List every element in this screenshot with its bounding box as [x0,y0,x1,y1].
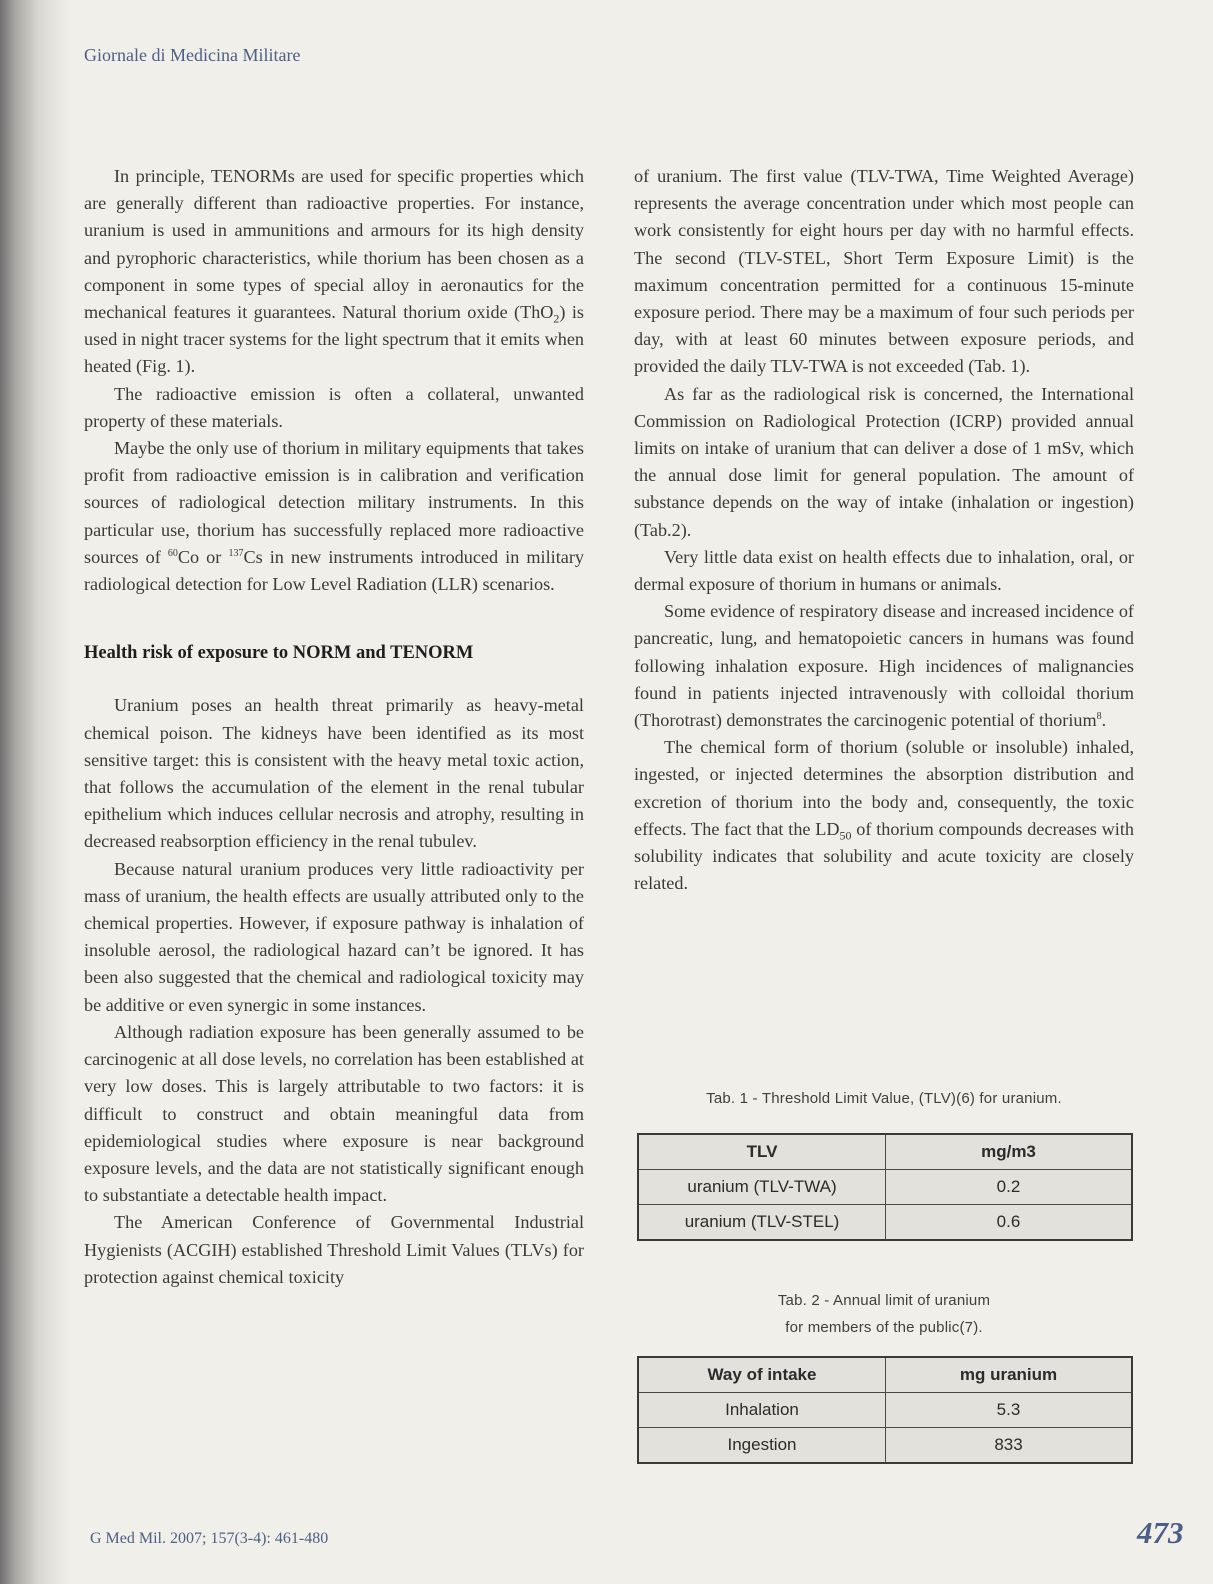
running-head: Giornale di Medicina Militare [84,45,301,65]
table-header-cell: mg/m3 [886,1134,1133,1170]
paragraph: Maybe the only use of thorium in military equipments that takes profit from radioactive emission is in calibration and verification sources of radiological detection military instruments. In this particular use, thorium has successfully replaced more radioactive sources of $^{60}$Co or $^{137}$Cs in new instruments introduced in military radiological detection for Low Level Radiation (LLR) scenarios. [84,438,584,595]
right-column [634,163,1134,897]
table-header-cell: TLV [638,1134,886,1170]
table2 [637,1356,1133,1464]
section-heading: Health risk of exposure to NORM and TENORM [84,643,474,664]
paragraph: The American Conference of Governmental Industrial Hygienists (ACGIH) established Threshold Limit Values (TLVs) for protection against chemical toxicity [84,1212,584,1287]
table-row [638,1170,1132,1205]
paragraph: The chemical form of thorium (soluble or insoluble) inhaled, ingested, or injected determines the absorption distribution and excretion of thorium into the body and, consequently, the toxic effects. The fact that the $LD_{50}$ of thorium compounds decreases with solubility indicates that solubility and acute toxicity are closely related. [634,737,1134,894]
page-number: 473 [1137,1515,1184,1550]
paragraph: In principle, TENORMs are used for specific properties which are generally different than radioactive properties. For instance, uranium is used in ammunitions and armours for its high density and pyrophoric characteristics, while thorium has been chosen as a component in some types of special alloy in aeronautics for the mechanical features it guarantees. Natural thorium oxide (ThO$_2$) is used in night tracer systems for the light spectrum that it emits when heated (Fig. 1). [84,166,584,377]
table2-caption-line2: for members of the public(7). [785,1319,983,1336]
table-header-cell: Way of intake [638,1357,886,1393]
table-cell: 0.2 [886,1170,1133,1205]
table-header-row [638,1134,1132,1170]
paragraph: Very little data exist on health effects due to inhalation, oral, or dermal exposure of thorium in humans or animals. [634,546,1134,595]
table-header-row [638,1357,1132,1393]
footer-citation: G Med Mil. 2007; 157(3-4): 461-480 [90,1530,329,1547]
table-cell: uranium (TLV-TWA) [638,1170,886,1205]
paragraph: Because natural uranium produces very little radioactivity per mass of uranium, the health effects are usually attributed only to the chemical properties. However, if exposure pathway is inhalation of insoluble aerosol, the radiological hazard can’t be ignored. It has been also suggested that the chemical and radiological toxicity may be additive or even synergic in some instances. [84,858,584,1015]
paragraph: of uranium. The first value (TLV-TWA, Time Weighted Average) represents the average concentration under which most people can work consistently for eight hours per day with no harmful effects. The second (TLV-STEL, Short Term Exposure Limit) is the maximum concentration permitted for a continuous 15-minute exposure period. There may be a maximum of four such periods per day, with at least 60 minutes between exposure periods, and provided the daily TLV-TWA is not exceeded (Tab. 1). [634,166,1134,377]
left-column [84,163,584,1291]
table-cell: 5.3 [886,1393,1133,1428]
table-row [638,1393,1132,1428]
paragraph: As far as the radiological risk is concerned, the International Commission on Radiological Protection (ICRP) provided annual limits on intake of uranium that can deliver a dose of 1 mSv, which the annual dose limit for general population. The amount of substance depends on the way of intake (inhalation or ingestion) (Tab.2). [634,383,1134,540]
page-spine-shadow [0,0,70,1584]
table-cell: Ingestion [638,1428,886,1464]
table-cell: uranium (TLV-STEL) [638,1205,886,1241]
paragraph: Uranium poses an health threat primarily as heavy-metal chemical poison. The kidneys have been identified as its most sensitive target: this is consistent with the heavy metal toxic action, that follows the accumulation of the element in the renal tubular epithelium which induces cellular necrosis and atrophy, resulting in decreased reabsorption efficiency in the renal tubulev. [84,695,584,852]
table-cell: 0.6 [886,1205,1133,1241]
table-cell: 833 [886,1428,1133,1464]
table2-caption-line1: Tab. 2 - Annual limit of uranium [777,1292,991,1309]
table-row [638,1428,1132,1464]
table-row [638,1205,1132,1241]
paragraph: Although radiation exposure has been generally assumed to be carcinogenic at all dose levels, no correlation has been established at very low doses. This is largely attributable to two factors: it is difficult to construct and obtain meaningful data from epidemiological studies where exposure is near background exposure levels, and the data are not statistically significant enough to substantiate a detectable health impact. [84,1021,584,1206]
table1-caption: Tab. 1 - Threshold Limit Value, (TLV)(6) for uranium. [706,1090,1062,1107]
table-cell: Inhalation [638,1393,886,1428]
paragraph: Some evidence of respiratory disease and increased incidence of pancreatic, lung, and hematopoietic cancers in humans was found following inhalation exposure. High incidences of malignancies found in patients injected intravenously with colloidal thorium (Thorotrast) demonstrates the carcinogenic potential of thorium$^8$. [634,601,1134,731]
table1 [637,1133,1133,1241]
paragraph: The radioactive emission is often a collateral, unwanted property of these materials. [84,383,584,431]
table-header-cell: mg uranium [886,1357,1133,1393]
